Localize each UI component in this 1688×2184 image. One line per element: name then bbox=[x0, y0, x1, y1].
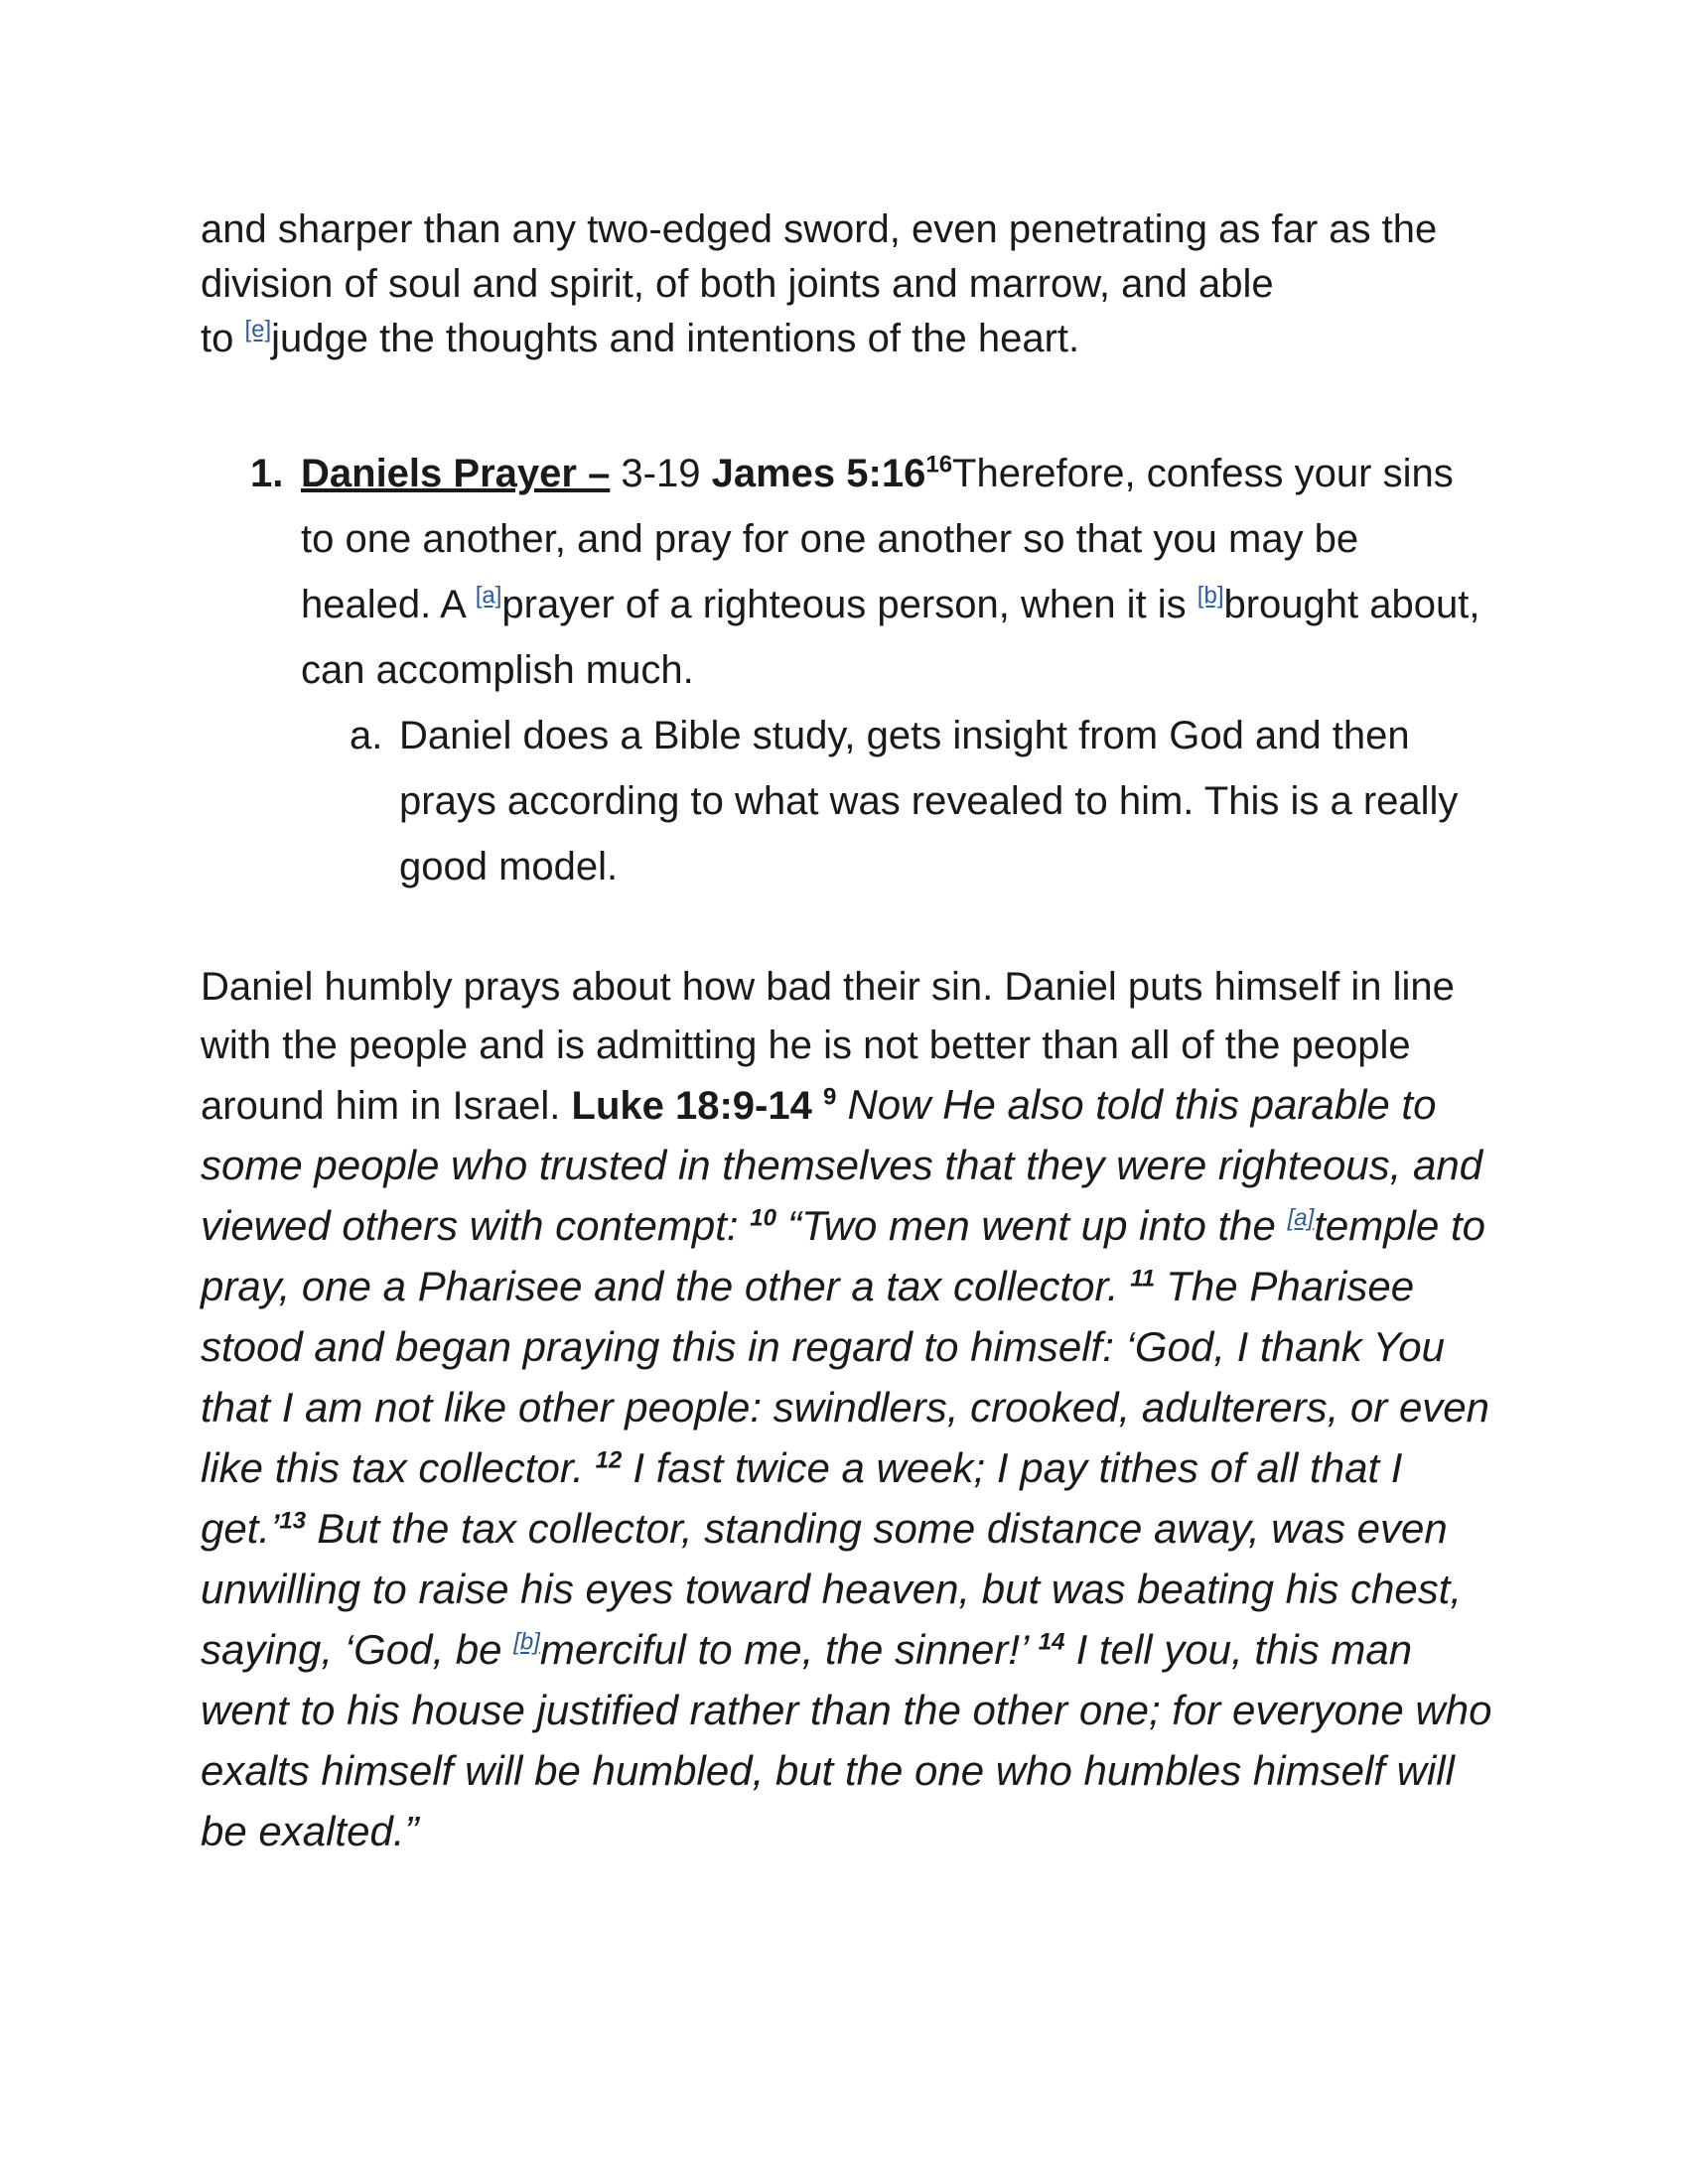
sub-item-text: Daniel does a Bible study, gets insight from God and then prays according to what was revealed to him. This is a really good model. bbox=[399, 714, 1459, 888]
verse-10-text-part-2: temple to pray, one a Pharisee and the other a tax collector. bbox=[201, 1202, 1486, 1309]
intro-paragraph bbox=[201, 203, 1501, 366]
verse-number-12: 12 bbox=[595, 1446, 623, 1474]
footnote-link-b[interactable]: [b] bbox=[1196, 582, 1224, 610]
verse-14-text: I tell you, this man went to his house justified rather than the other one; for everyone who exalts himself will be humbled, but the one who humbles himself will be exalted.” bbox=[201, 1626, 1492, 1854]
verse-13-text-part-1: But the tax collector, standing some distance away, was even unwilling to raise his eyes toward heaven, but was beating his chest, saying, ‘God, be bbox=[201, 1505, 1463, 1673]
sub-item-letter: a. bbox=[350, 714, 383, 757]
verse-11-text: The Pharisee stood and began praying this in regard to himself: ‘God, I thank You that I am not like other people: swindlers, crooked, adulterers, or even like this tax collector. bbox=[201, 1263, 1490, 1491]
footnote-link-e[interactable]: [e] bbox=[244, 316, 272, 343]
verse-number-10: 10 bbox=[750, 1204, 776, 1232]
scripture-reference-luke: Luke 18:9-14 bbox=[571, 1084, 812, 1128]
verse-13-text-part-2: merciful to me, the sinner!’ bbox=[539, 1626, 1039, 1673]
verse-text-part-3: brought about, can accomplish much. bbox=[301, 583, 1480, 692]
intro-line-3-prefix: to bbox=[201, 317, 245, 360]
list-item-text bbox=[301, 441, 1492, 703]
verse-number: 16 bbox=[925, 451, 953, 478]
verse-number-11: 11 bbox=[1130, 1265, 1156, 1293]
footnote-link-a[interactable]: [a] bbox=[475, 582, 502, 610]
scripture-reference: James 5:16 bbox=[711, 452, 926, 495]
list-item-heading: Daniels Prayer – bbox=[301, 452, 611, 495]
verse-text-part-2: prayer of a righteous person, when it is bbox=[501, 583, 1197, 626]
list-item-number: 1. bbox=[250, 452, 284, 495]
footnote-link-luke-b[interactable]: [b] bbox=[513, 1628, 540, 1656]
intro-line-2: division of soul and spirit, of both joints and marrow, and able bbox=[201, 262, 1274, 306]
verse-number-14: 14 bbox=[1038, 1628, 1065, 1656]
verse-number-13: 13 bbox=[279, 1507, 307, 1535]
main-paragraph bbox=[201, 958, 1501, 1862]
intro-line-1: and sharper than any two-edged sword, even penetrating as far as the bbox=[201, 207, 1438, 251]
intro-line-3 bbox=[201, 312, 1501, 366]
footnote-link-luke-a[interactable]: [a] bbox=[1287, 1204, 1315, 1232]
verse-9-text: Now He also told this parable to some people who trusted in themselves that they were righteous, and viewed others with contempt: bbox=[201, 1081, 1483, 1249]
verse-text-part-1: Therefore, confess your sins to one another, and pray for one another so that you may be healed. A bbox=[301, 452, 1454, 626]
verse-10-text-part-1: “Two men went up into the bbox=[787, 1202, 1288, 1249]
verse-12-text: I fast twice a week; I pay tithes of all that I get.’ bbox=[201, 1444, 1403, 1552]
verse-range: 3-19 bbox=[610, 452, 712, 495]
verse-number-9: 9 bbox=[822, 1083, 837, 1111]
paragraph-intro: Daniel humbly prays about how bad their sin. Daniel puts himself in line with the people and is admitting he is not better than all of the people around him in Israel. bbox=[201, 965, 1455, 1128]
intro-line-3-suffix: judge the thoughts and intentions of the heart. bbox=[271, 317, 1080, 360]
